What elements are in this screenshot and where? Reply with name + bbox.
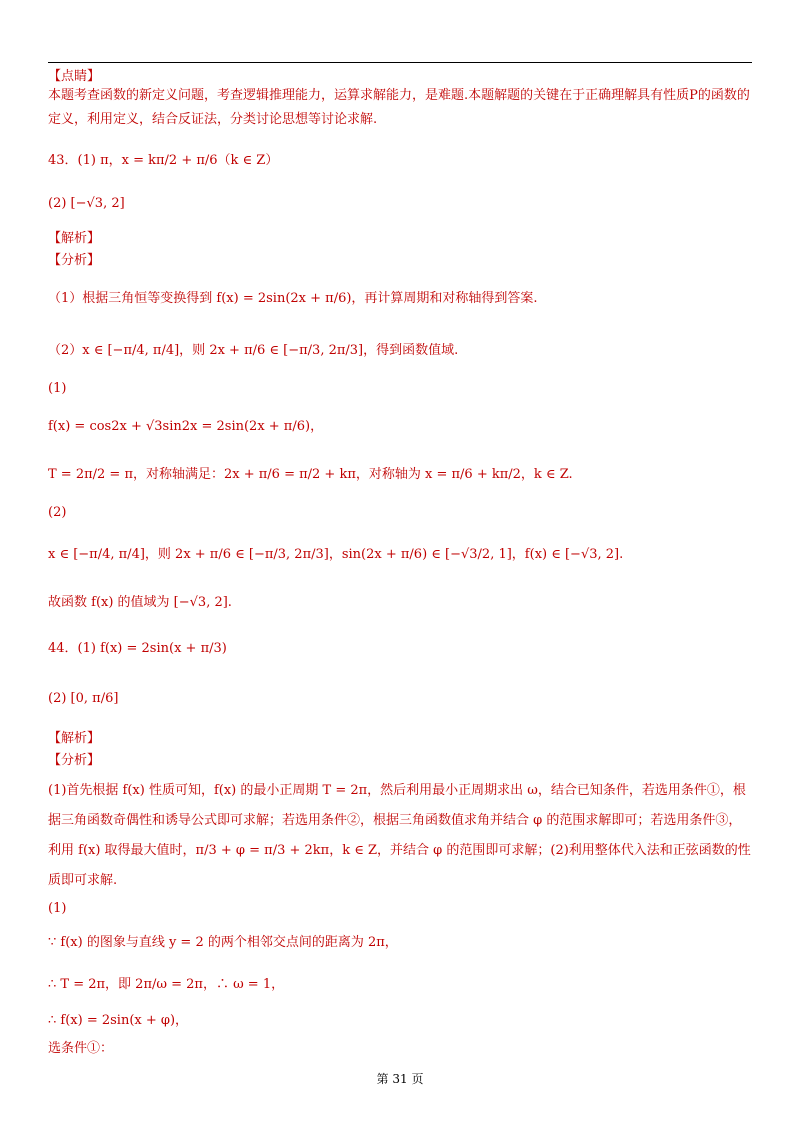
q43-answer-2: (2) [−√3, 2] <box>48 196 125 211</box>
q44-line-2: ∴ T = 2π，即 2π/ω = 2π，∴ ω = 1， <box>48 977 285 992</box>
q44-line-1: ∵ f(x) 的图象与直线 y = 2 的两个相邻交点间的距离为 2π， <box>48 935 398 950</box>
dianjing-text: 本题考查函数的新定义问题，考查逻辑推理能力，运算求解能力，是难题.本题解题的关键在于正确理解具有性质P的函数的定义，利用定义，结合反证法，分类讨论思想等讨论求解. <box>48 88 750 127</box>
q44-line-4: 选条件①： <box>48 1041 114 1056</box>
top-rule <box>48 62 752 63</box>
q43-fenxi-label: 【分析】 <box>48 253 101 268</box>
q44-part1-label: (1) <box>48 901 67 916</box>
q44-fenxi-label: 【分析】 <box>48 753 101 768</box>
q44-answer-1: 44．(1) f(x) = 2sin(x + π/3) <box>48 641 227 656</box>
q43-jiexi-label: 【解析】 <box>48 231 101 246</box>
q43-analysis-2: （2）x ∈ [−π/4, π/4]，则 2x + π/6 ∈ [−π/3, 2π/3]，得到函数值域. <box>48 343 459 358</box>
q43-part2-label: (2) <box>48 505 67 520</box>
q44-line-3: ∴ f(x) = 2sin(x + φ)， <box>48 1013 189 1028</box>
q43-part1-period: T = 2π/2 = π，对称轴满足：2x + π/6 = π/2 + kπ，对称轴为 x = π/6 + kπ/2，k ∈ Z. <box>48 467 573 482</box>
dianjing-label: 【点睛】 <box>48 69 101 84</box>
q43-answer-1: 43．(1) π，x = kπ/2 + π/6（k ∈ Z） <box>48 153 279 168</box>
q43-part2-equation: x ∈ [−π/4, π/4]，则 2x + π/6 ∈ [−π/3, 2π/3]，sin(2x + π/6) ∈ [−√3/2, 1]，f(x) ∈ [−√3, 2]. <box>48 547 624 562</box>
q43-analysis-1: （1）根据三角恒等变换得到 f(x) = 2sin(2x + π/6)，再计算周期和对称轴得到答案. <box>48 291 538 306</box>
page-number: 第 31 页 <box>376 1072 424 1086</box>
q43-part1-label: (1) <box>48 381 67 396</box>
q43-part1-equation: f(x) = cos2x + √3sin2x = 2sin(2x + π/6)， <box>48 419 324 434</box>
q44-answer-2: (2) [0, π/6] <box>48 691 119 706</box>
q43-conclusion: 故函数 f(x) 的值域为 [−√3, 2]. <box>48 595 232 610</box>
q44-jiexi-label: 【解析】 <box>48 731 101 746</box>
q44-analysis: (1)首先根据 f(x) 性质可知，f(x) 的最小正周期 T = 2π，然后利用最小正周期求出 ω，结合已知条件，若选用条件①，根据三角函数奇偶性和诱导公式即可求解；若选用条件②，根据三角函数值求角并结合 φ 的范围求解即可；若选用条件③，利用 f(x) 取得最大值时，π/3 + φ = π/3 + 2kπ，k ∈ Z，并结合 φ 的范围即可求解；(2)利用整体代入法和正弦函数的性质即可求解. <box>48 783 751 888</box>
